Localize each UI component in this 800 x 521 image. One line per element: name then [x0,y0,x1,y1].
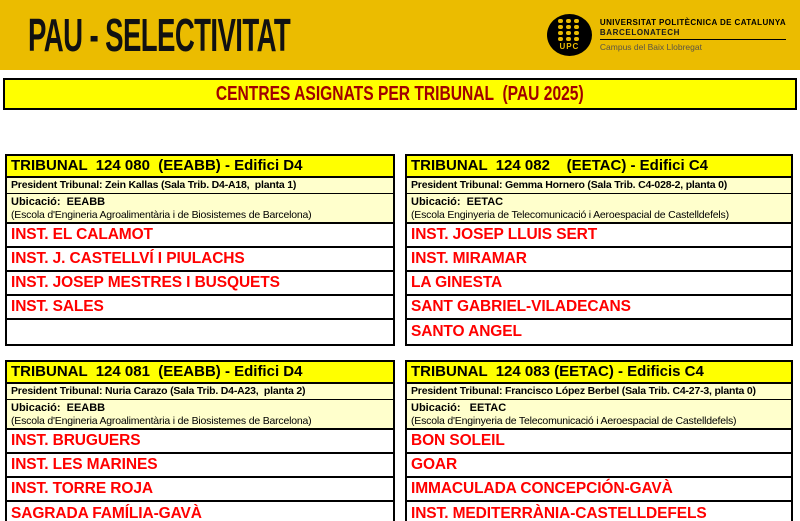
upc-logo-upper [600,18,786,40]
center-row [407,478,791,502]
president-row: President Tribunal: Francisco López Berbel (Sala Trib. C4-27-3, planta 0) [407,384,791,400]
president-row: President Tribunal: Nuria Carazo (Sala Trib. D4-A23, planta 2) [7,384,393,400]
center-row [407,320,791,344]
center-label: SAGRADA FAMÍLIA-GAVÀ [11,505,202,521]
center-row [7,478,393,502]
ubicacio-row [7,194,393,224]
ubicacio-label: Ubicació: EEABB [11,196,106,208]
tribunal-header: TRIBUNAL 124 080 (EEABB) - Edifici D4 [7,156,393,178]
center-row [407,224,791,248]
center-label: BON SOLEIL [411,432,505,449]
center-row [407,502,791,521]
president-row: President Tribunal: Zein Kallas (Sala Trib. D4-A18, planta 1) [7,178,393,194]
center-label: INST. JOSEP MESTRES I BUSQUETS [11,274,280,291]
center-label: INST. SALES [11,298,104,315]
center-label: LA GINESTA [411,274,503,291]
school-label: (Escola d'Engineria Agroalimentària i de Biosistemes de Barcelona) [11,209,312,221]
tribunal-table [5,154,395,346]
center-row [7,320,393,344]
president-row: President Tribunal: Gemma Hornero (Sala Trib. C4-028-2, planta 0) [407,178,791,194]
center-label: INST. MIRAMAR [411,250,527,267]
center-row [7,248,393,272]
tables-grid [5,154,795,521]
center-rows [7,430,393,521]
upc-dots-icon [558,19,580,42]
center-label: INST. LES MARINES [11,456,158,473]
tribunal-header: TRIBUNAL 124 083 (EETAC) - Edificis C4 [407,362,791,384]
ubicacio-label: Ubicació: EETAC [411,402,507,414]
upc-logo-icon [547,14,592,56]
page-title-bar [3,78,797,110]
upc-logo-text [600,18,786,52]
center-label: SANTO ANGEL [411,323,522,340]
tribunal-table [405,154,793,346]
center-row [407,296,791,320]
tribunal-table [5,360,395,521]
tribunal-table [405,360,793,521]
barcelonatech-label: BARCELONATECH [599,28,680,37]
center-row [7,454,393,478]
ubicacio-row [407,400,791,430]
top-banner [0,0,800,70]
tribunal-header: TRIBUNAL 124 082 (EETAC) - Edifici C4 [407,156,791,178]
ubicacio-row [7,400,393,430]
center-row [407,272,791,296]
center-row [7,272,393,296]
university-name: UNIVERSITAT POLITÈCNICA DE CATALUNYA [599,18,786,27]
center-row [407,430,791,454]
ubicacio-label: Ubicació: EEABB [11,402,106,414]
center-row [7,224,393,248]
school-label: (Escola d'Engineria Agroalimentària i de Biosistemes de Barcelona) [11,415,312,427]
upc-logo [547,14,786,56]
school-label: (Escola Enginyeria de Telecomunicació i Aeroespacial de Castelldefels) [411,209,729,221]
center-label: INST. MEDITERRÀNIA-CASTELLDEFELS [411,505,707,521]
center-label: INST. J. CASTELLVÍ I PIULACHS [11,250,245,267]
center-label: INST. EL CALAMOT [11,226,153,243]
center-label: INST. BRUGUERS [11,432,141,449]
center-row [7,296,393,320]
center-label: INST. JOSEP LLUIS SERT [411,226,598,243]
center-rows [7,224,393,344]
tribunal-header: TRIBUNAL 124 081 (EEABB) - Edifici D4 [7,362,393,384]
center-rows [407,430,791,521]
center-row [407,248,791,272]
page-title: CENTRES ASIGNATS PER TRIBUNAL (PAU 2025) [216,82,584,105]
upc-acronym: UPC [559,42,580,51]
ubicacio-label: Ubicació: EETAC [411,196,504,208]
center-row [407,454,791,478]
ubicacio-row [407,194,791,224]
school-label: (Escola d'Enginyeria de Telecomunicació i Aeroespacial de Castelldefels) [411,415,737,427]
center-row [7,502,393,521]
page-heading: PAU - SELECTIVITAT [28,9,291,61]
center-label: INST. TORRE ROJA [11,480,153,497]
center-label: IMMACULADA CONCEPCIÓN-GAVÀ [411,480,673,497]
center-label: GOAR [411,456,458,473]
center-row [7,430,393,454]
center-rows [407,224,791,344]
campus-label: Campus del Baix Llobregat [599,42,702,52]
center-label: SANT GABRIEL-VILADECANS [411,298,631,315]
